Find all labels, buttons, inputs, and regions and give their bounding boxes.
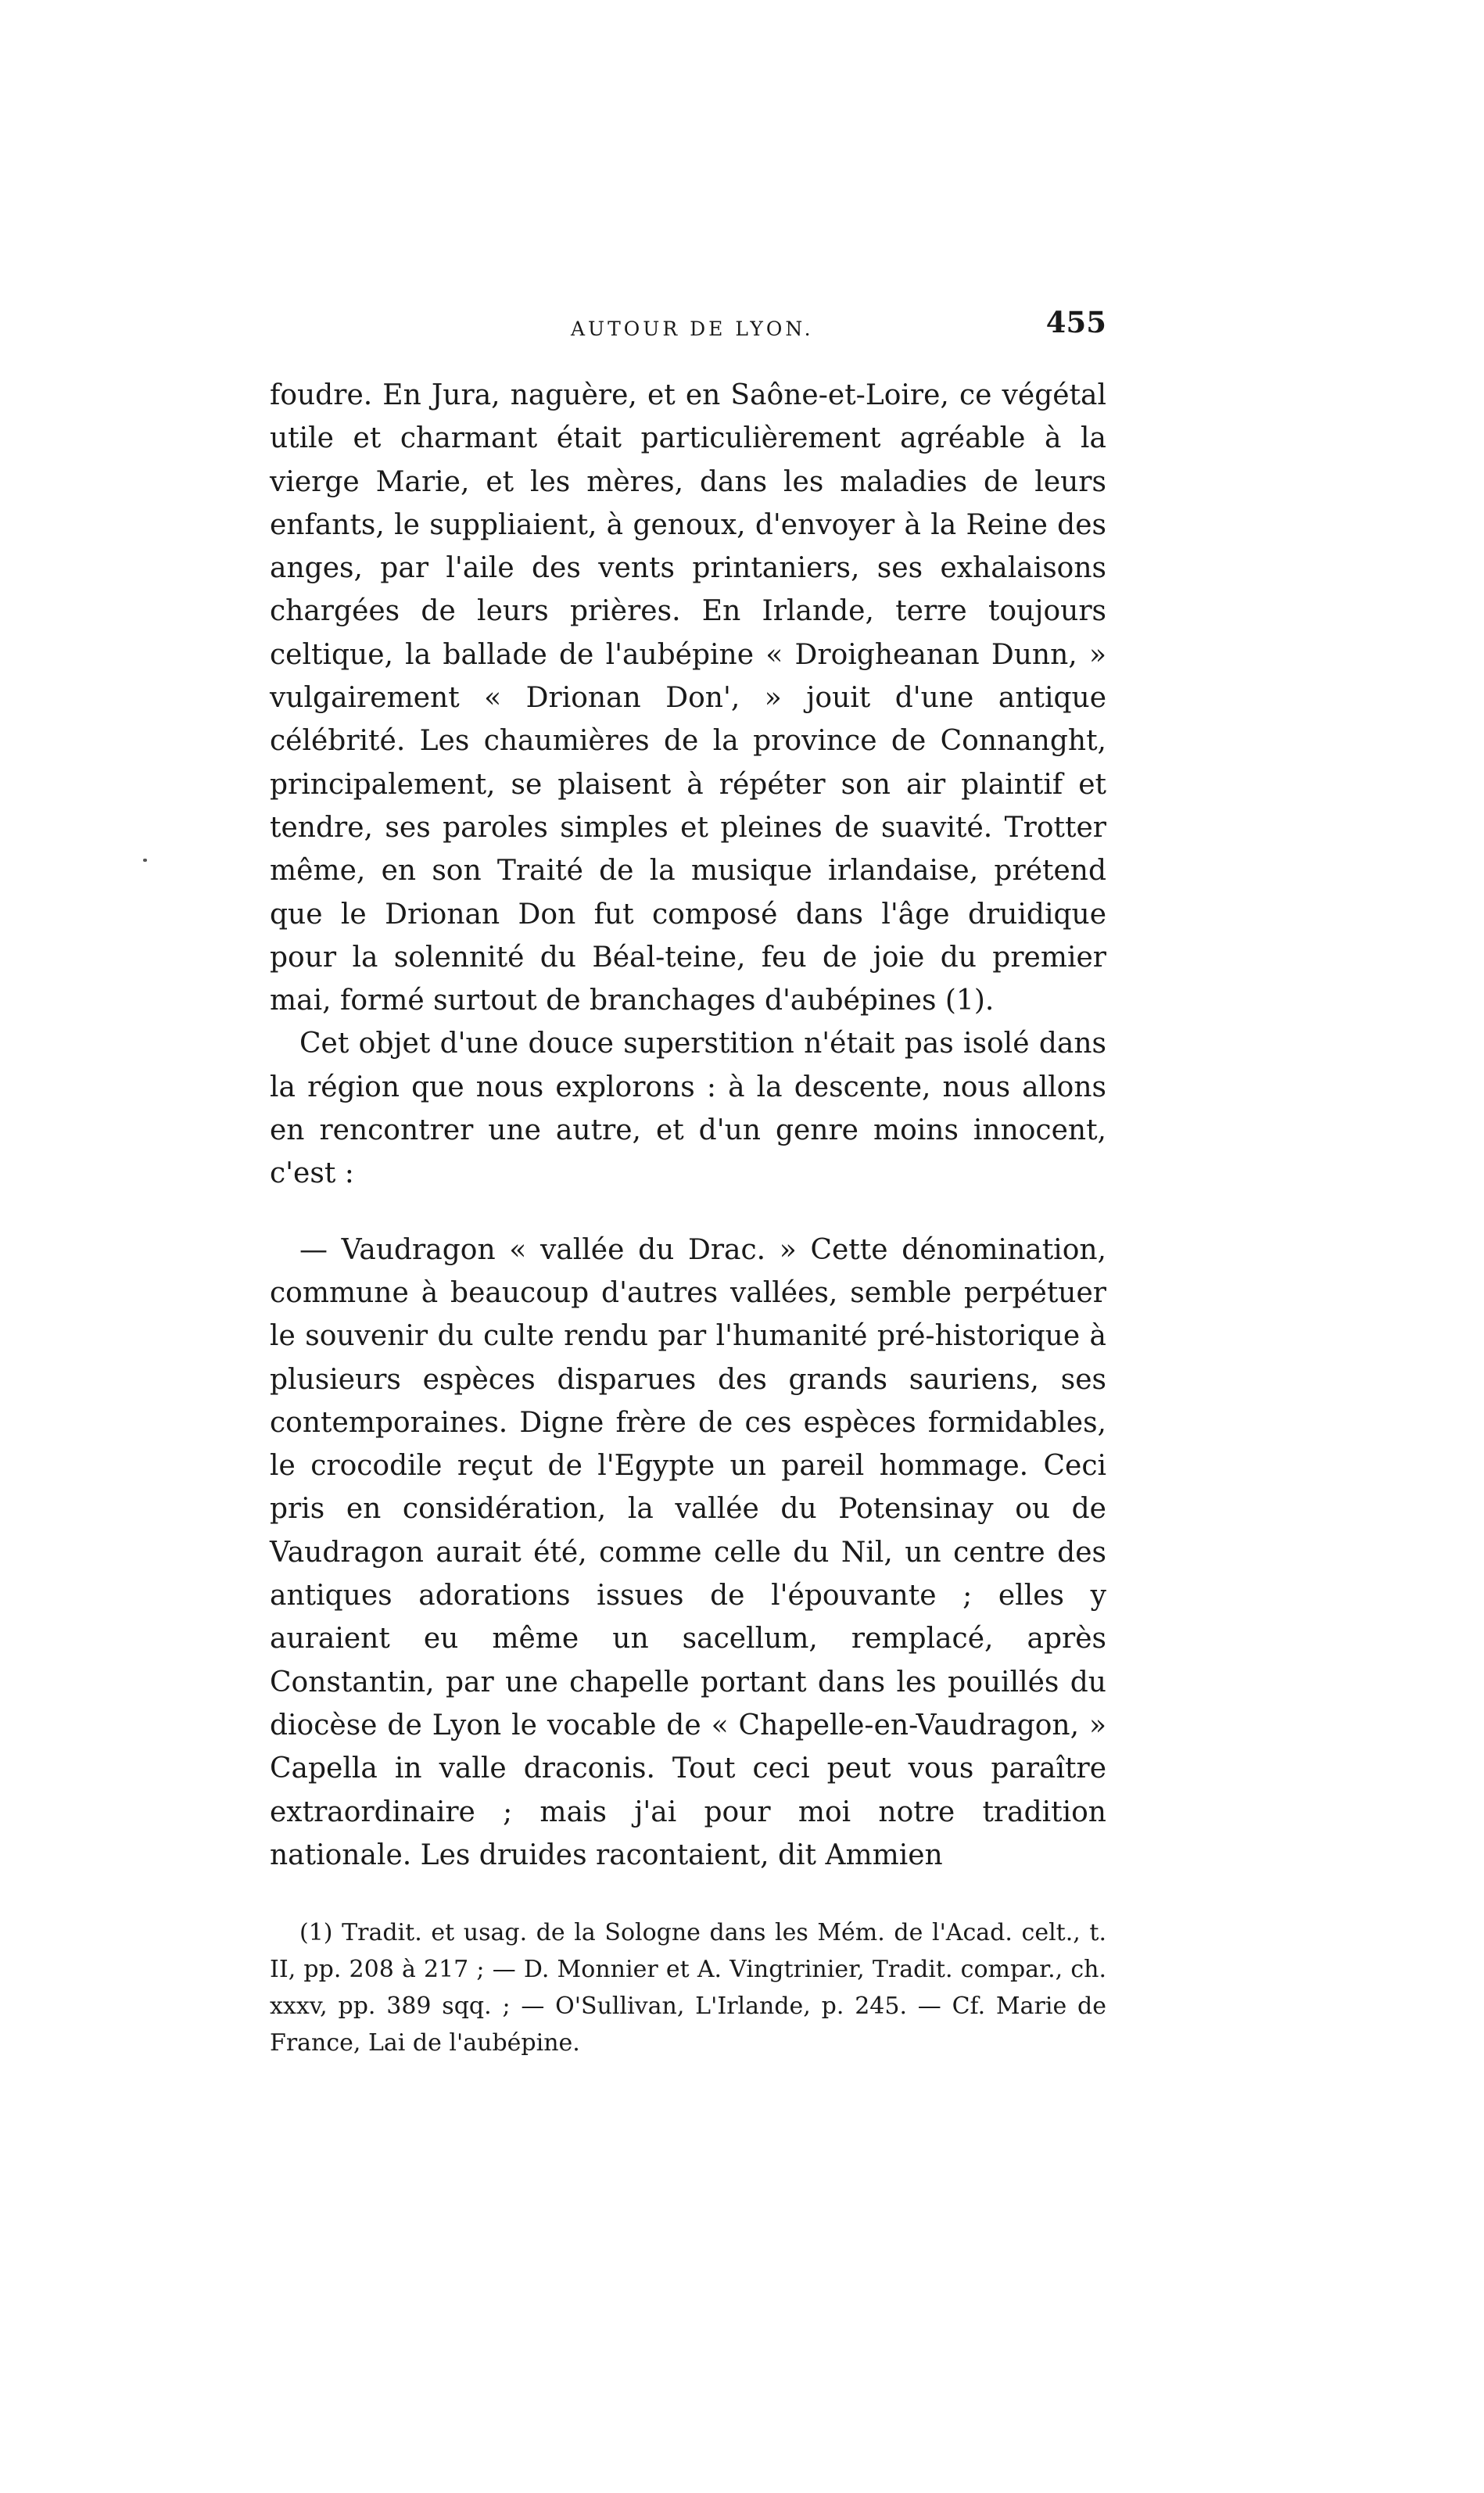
- footnote-1: (1) Tradit. et usag. de la Sologne dans les Mém. de l'Acad. celt., t. II, pp. 208 à 217 ; — D. Monnier et A. Vingtrinier, Tradit. compar., ch. xxxv, pp. 389 sqq. ; — O'Sullivan, L'Irlande, p. 245. — Cf. Marie de France, Lai de l'aubépine.: [270, 1919, 1106, 2057]
- paragraph-aubepine: foudre. En Jura, naguère, et en Saône-et-Loire, ce végétal utile et charmant était particulièrement agréable à la vierge Marie, et les mères, dans les maladies de leurs enfants, le suppliaient, à genoux, d'envoyer à la Reine des anges, par l'aile des vents printaniers, ses exhalaisons chargées de leurs prières. En Irlande, terre toujours celtique, la ballade de l'aubépine « Droigheanan Dunn, » vulgairement « Drionan Don', » jouit d'une antique célébrité. Les chaumières de la province de Connanght, principalement, se plaisent à répéter son air plaintif et tendre, ses paroles simples et pleines de suavité. Trotter même, en son Traité de la musique irlandaise, prétend que le Drionan Don fut composé dans l'âge druidique pour la solennité du Béal-teine, feu de joie du premier mai, formé surtout de branchages d'aubépines (1).: [270, 379, 1106, 1017]
- running-title: AUTOUR DE LYON.: [571, 317, 814, 340]
- page-number: 455: [1045, 305, 1106, 339]
- book-page: [270, 305, 1106, 2061]
- paragraph-vaudragon: — Vaudragon « vallée du Drac. » Cette dénomination, commune à beaucoup d'autres vallées, semble perpétuer le souvenir du culte rendu par l'humanité pré-historique à plusieurs espèces disparues des grands sauriens, ses contemporaines. Digne frère de ces espèces formidables, le crocodile reçut de l'Egypte un pareil hommage. Ceci pris en considération, la vallée du Potensinay ou de Vaudragon aurait été, comme celle du Nil, un centre des antiques adorations issues de l'épouvante ; elles y auraient eu même un sacellum, remplacé, après Constantin, par une chapelle portant dans les pouillés du diocèse de Lyon le vocable de « Chapelle-en-Vaudragon, » Capella in valle draconis. Tout ceci peut vous paraître extraordinaire ; mais j'ai pour moi notre tradition nationale. Les druides racontaient, dit Ammien: [270, 1233, 1106, 1871]
- footnotes: [270, 1914, 1106, 2061]
- running-head: [270, 305, 1106, 352]
- paper-speck: [143, 859, 147, 862]
- paragraph-superstition: Cet objet d'une douce superstition n'était pas isolé dans la région que nous explorons : à la descente, nous allons en rencontrer une autre, et d'un genre moins innocent, c'est :: [270, 1028, 1106, 1190]
- body-text: [270, 374, 1106, 1877]
- section-gap: [270, 1196, 1106, 1229]
